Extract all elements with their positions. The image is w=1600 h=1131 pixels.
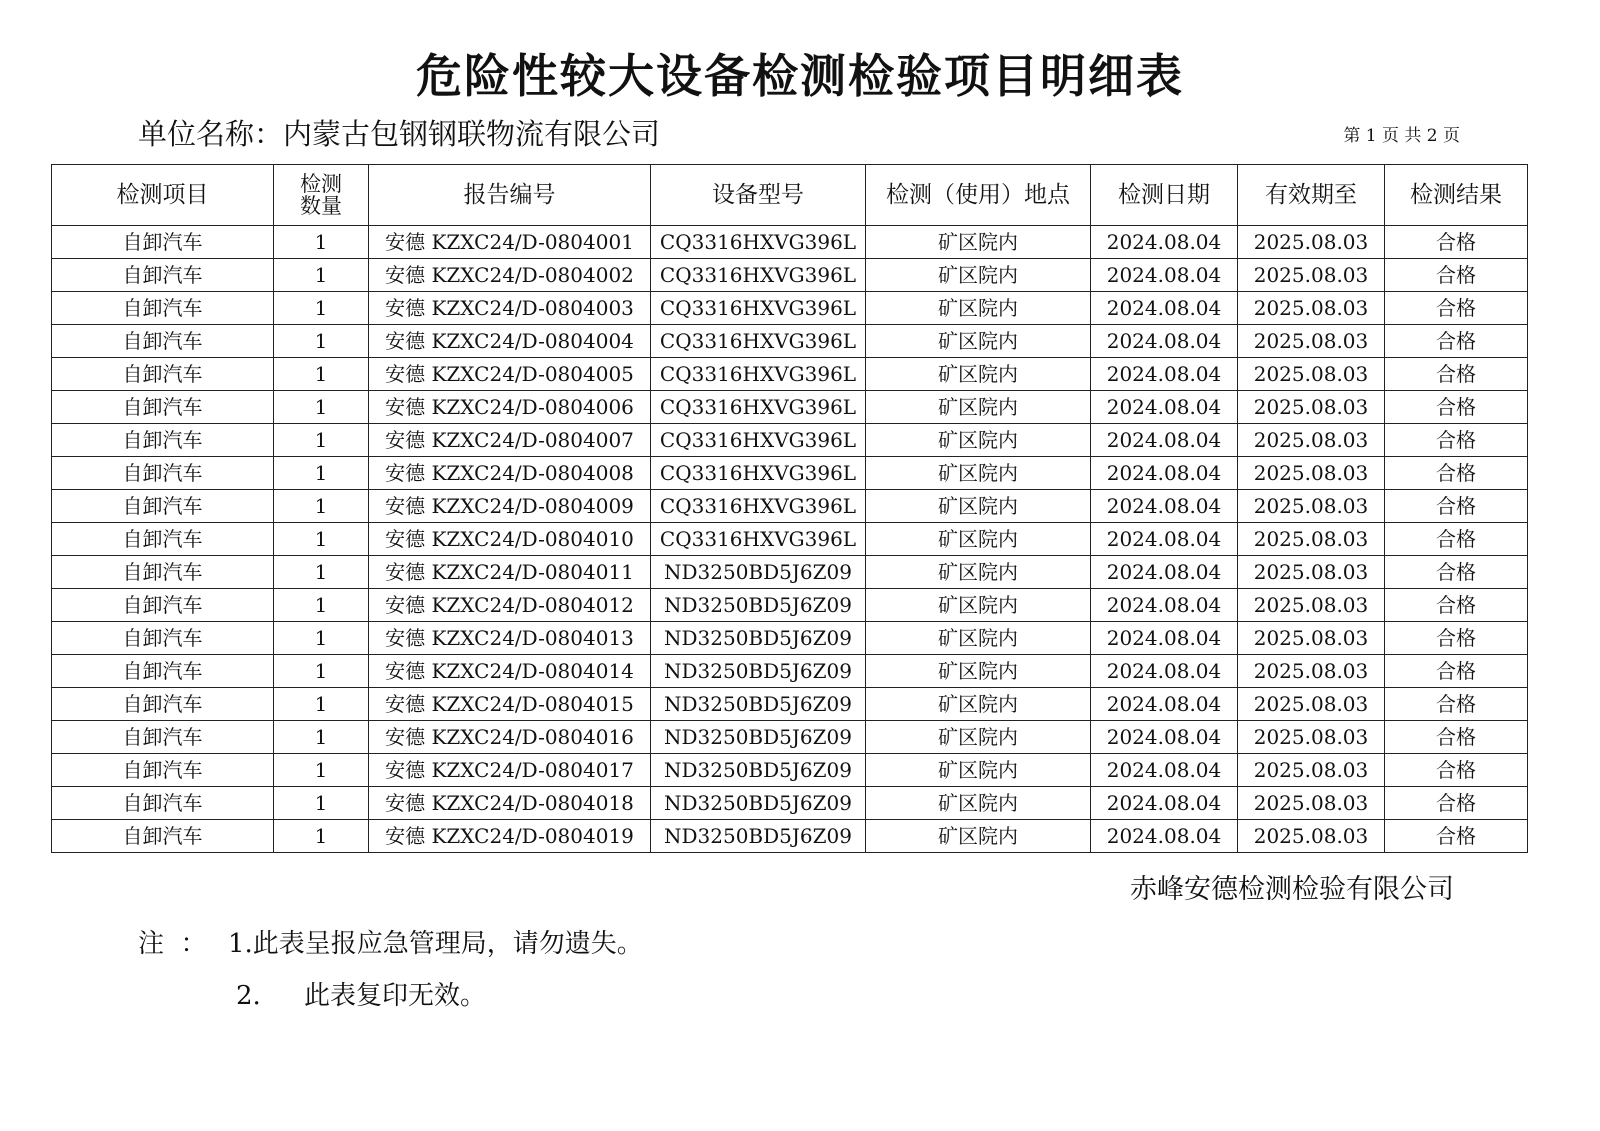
cell-item: 自卸汽车 xyxy=(52,490,274,523)
cell-item: 自卸汽车 xyxy=(52,325,274,358)
table-row xyxy=(52,556,1528,589)
cell-result: 合格 xyxy=(1385,523,1528,556)
table-row xyxy=(52,424,1528,457)
cell-location: 矿区院内 xyxy=(866,622,1091,655)
cell-valid-until: 2025.08.03 xyxy=(1238,589,1385,622)
cell-model: ND3250BD5J6Z09 xyxy=(651,655,866,688)
cell-quantity: 1 xyxy=(274,787,369,820)
header-quantity-line1: 检测 xyxy=(300,172,342,196)
cell-result: 合格 xyxy=(1385,589,1528,622)
cell-quantity: 1 xyxy=(274,754,369,787)
cell-test-date: 2024.08.04 xyxy=(1091,655,1238,688)
cell-valid-until: 2025.08.03 xyxy=(1238,556,1385,589)
cell-valid-until: 2025.08.03 xyxy=(1238,655,1385,688)
cell-test-date: 2024.08.04 xyxy=(1091,820,1238,853)
cell-result: 合格 xyxy=(1385,787,1528,820)
cell-location: 矿区院内 xyxy=(866,655,1091,688)
table-row xyxy=(52,391,1528,424)
table-row xyxy=(52,688,1528,721)
cell-result: 合格 xyxy=(1385,655,1528,688)
cell-location: 矿区院内 xyxy=(866,226,1091,259)
cell-result: 合格 xyxy=(1385,622,1528,655)
cell-report-no: 安德 KZXC24/D-0804010 xyxy=(369,523,651,556)
table-row xyxy=(52,622,1528,655)
cell-model: CQ3316HXVG396L xyxy=(651,325,866,358)
cell-location: 矿区院内 xyxy=(866,754,1091,787)
cell-test-date: 2024.08.04 xyxy=(1091,358,1238,391)
cell-item: 自卸汽车 xyxy=(52,523,274,556)
cell-model: CQ3316HXVG396L xyxy=(651,523,866,556)
cell-location: 矿区院内 xyxy=(866,721,1091,754)
cell-valid-until: 2025.08.03 xyxy=(1238,358,1385,391)
table-row xyxy=(52,523,1528,556)
header-quantity-line2: 数量 xyxy=(300,194,342,218)
note-1: 1.此表呈报应急管理局，请勿遗失。 xyxy=(228,929,643,959)
note-label: 注 ： xyxy=(138,929,207,959)
cell-report-no: 安德 KZXC24/D-0804018 xyxy=(369,787,651,820)
cell-report-no: 安德 KZXC24/D-0804003 xyxy=(369,292,651,325)
cell-location: 矿区院内 xyxy=(866,556,1091,589)
table-header-row xyxy=(52,165,1528,226)
cell-report-no: 安德 KZXC24/D-0804019 xyxy=(369,820,651,853)
cell-location: 矿区院内 xyxy=(866,457,1091,490)
cell-model: CQ3316HXVG396L xyxy=(651,259,866,292)
cell-valid-until: 2025.08.03 xyxy=(1238,523,1385,556)
cell-report-no: 安德 KZXC24/D-0804004 xyxy=(369,325,651,358)
cell-test-date: 2024.08.04 xyxy=(1091,523,1238,556)
cell-result: 合格 xyxy=(1385,457,1528,490)
table-row xyxy=(52,226,1528,259)
cell-test-date: 2024.08.04 xyxy=(1091,325,1238,358)
cell-valid-until: 2025.08.03 xyxy=(1238,622,1385,655)
cell-model: CQ3316HXVG396L xyxy=(651,226,866,259)
cell-location: 矿区院内 xyxy=(866,787,1091,820)
cell-quantity: 1 xyxy=(274,226,369,259)
page-indicator: 第 1 页 共 2 页 xyxy=(1343,126,1460,146)
cell-quantity: 1 xyxy=(274,721,369,754)
cell-quantity: 1 xyxy=(274,589,369,622)
table-row xyxy=(52,820,1528,853)
table-row xyxy=(52,490,1528,523)
note-2-number: 2. xyxy=(236,981,261,1011)
cell-model: CQ3316HXVG396L xyxy=(651,457,866,490)
cell-item: 自卸汽车 xyxy=(52,820,274,853)
cell-item: 自卸汽车 xyxy=(52,754,274,787)
header-quantity xyxy=(274,165,369,226)
cell-quantity: 1 xyxy=(274,424,369,457)
cell-quantity: 1 xyxy=(274,688,369,721)
cell-valid-until: 2025.08.03 xyxy=(1238,325,1385,358)
cell-report-no: 安德 KZXC24/D-0804001 xyxy=(369,226,651,259)
cell-item: 自卸汽车 xyxy=(52,655,274,688)
cell-report-no: 安德 KZXC24/D-0804009 xyxy=(369,490,651,523)
cell-valid-until: 2025.08.03 xyxy=(1238,820,1385,853)
cell-valid-until: 2025.08.03 xyxy=(1238,391,1385,424)
cell-valid-until: 2025.08.03 xyxy=(1238,490,1385,523)
cell-result: 合格 xyxy=(1385,226,1528,259)
header-model: 设备型号 xyxy=(651,165,866,226)
cell-location: 矿区院内 xyxy=(866,589,1091,622)
cell-quantity: 1 xyxy=(274,358,369,391)
cell-model: CQ3316HXVG396L xyxy=(651,490,866,523)
cell-location: 矿区院内 xyxy=(866,523,1091,556)
cell-item: 自卸汽车 xyxy=(52,391,274,424)
cell-item: 自卸汽车 xyxy=(52,457,274,490)
cell-item: 自卸汽车 xyxy=(52,721,274,754)
cell-report-no: 安德 KZXC24/D-0804011 xyxy=(369,556,651,589)
cell-model: ND3250BD5J6Z09 xyxy=(651,622,866,655)
cell-report-no: 安德 KZXC24/D-0804013 xyxy=(369,622,651,655)
cell-item: 自卸汽车 xyxy=(52,226,274,259)
issuer-company: 赤峰安德检测检验有限公司 xyxy=(1130,874,1454,905)
cell-result: 合格 xyxy=(1385,325,1528,358)
cell-location: 矿区院内 xyxy=(866,820,1091,853)
cell-location: 矿区院内 xyxy=(866,688,1091,721)
cell-valid-until: 2025.08.03 xyxy=(1238,424,1385,457)
cell-valid-until: 2025.08.03 xyxy=(1238,457,1385,490)
header-item: 检测项目 xyxy=(52,165,274,226)
cell-item: 自卸汽车 xyxy=(52,556,274,589)
cell-test-date: 2024.08.04 xyxy=(1091,292,1238,325)
cell-model: CQ3316HXVG396L xyxy=(651,292,866,325)
cell-model: ND3250BD5J6Z09 xyxy=(651,754,866,787)
cell-report-no: 安德 KZXC24/D-0804007 xyxy=(369,424,651,457)
cell-quantity: 1 xyxy=(274,556,369,589)
cell-quantity: 1 xyxy=(274,523,369,556)
cell-valid-until: 2025.08.03 xyxy=(1238,787,1385,820)
cell-item: 自卸汽车 xyxy=(52,424,274,457)
cell-result: 合格 xyxy=(1385,556,1528,589)
cell-model: ND3250BD5J6Z09 xyxy=(651,721,866,754)
cell-report-no: 安德 KZXC24/D-0804005 xyxy=(369,358,651,391)
cell-valid-until: 2025.08.03 xyxy=(1238,754,1385,787)
cell-result: 合格 xyxy=(1385,424,1528,457)
cell-test-date: 2024.08.04 xyxy=(1091,259,1238,292)
cell-location: 矿区院内 xyxy=(866,490,1091,523)
cell-test-date: 2024.08.04 xyxy=(1091,490,1238,523)
table-row xyxy=(52,589,1528,622)
cell-result: 合格 xyxy=(1385,490,1528,523)
cell-item: 自卸汽车 xyxy=(52,259,274,292)
cell-report-no: 安德 KZXC24/D-0804008 xyxy=(369,457,651,490)
cell-report-no: 安德 KZXC24/D-0804002 xyxy=(369,259,651,292)
table-row xyxy=(52,292,1528,325)
cell-test-date: 2024.08.04 xyxy=(1091,424,1238,457)
cell-item: 自卸汽车 xyxy=(52,787,274,820)
cell-location: 矿区院内 xyxy=(866,259,1091,292)
cell-report-no: 安德 KZXC24/D-0804012 xyxy=(369,589,651,622)
cell-model: CQ3316HXVG396L xyxy=(651,358,866,391)
cell-test-date: 2024.08.04 xyxy=(1091,787,1238,820)
cell-report-no: 安德 KZXC24/D-0804017 xyxy=(369,754,651,787)
cell-valid-until: 2025.08.03 xyxy=(1238,292,1385,325)
cell-valid-until: 2025.08.03 xyxy=(1238,259,1385,292)
header-result: 检测结果 xyxy=(1385,165,1528,226)
table-row xyxy=(52,259,1528,292)
cell-quantity: 1 xyxy=(274,325,369,358)
cell-test-date: 2024.08.04 xyxy=(1091,721,1238,754)
cell-item: 自卸汽车 xyxy=(52,688,274,721)
cell-quantity: 1 xyxy=(274,820,369,853)
cell-valid-until: 2025.08.03 xyxy=(1238,226,1385,259)
cell-quantity: 1 xyxy=(274,622,369,655)
table-row xyxy=(52,721,1528,754)
cell-test-date: 2024.08.04 xyxy=(1091,688,1238,721)
cell-result: 合格 xyxy=(1385,721,1528,754)
cell-location: 矿区院内 xyxy=(866,391,1091,424)
cell-quantity: 1 xyxy=(274,457,369,490)
cell-model: ND3250BD5J6Z09 xyxy=(651,787,866,820)
header-test-date: 检测日期 xyxy=(1091,165,1238,226)
cell-item: 自卸汽车 xyxy=(52,589,274,622)
cell-item: 自卸汽车 xyxy=(52,358,274,391)
cell-test-date: 2024.08.04 xyxy=(1091,556,1238,589)
cell-item: 自卸汽车 xyxy=(52,292,274,325)
header-valid-until: 有效期至 xyxy=(1238,165,1385,226)
table-row xyxy=(52,754,1528,787)
table-row xyxy=(52,655,1528,688)
cell-model: ND3250BD5J6Z09 xyxy=(651,589,866,622)
cell-model: ND3250BD5J6Z09 xyxy=(651,820,866,853)
cell-test-date: 2024.08.04 xyxy=(1091,391,1238,424)
cell-location: 矿区院内 xyxy=(866,424,1091,457)
cell-result: 合格 xyxy=(1385,820,1528,853)
header-report-no: 报告编号 xyxy=(369,165,651,226)
cell-result: 合格 xyxy=(1385,688,1528,721)
cell-test-date: 2024.08.04 xyxy=(1091,754,1238,787)
cell-location: 矿区院内 xyxy=(866,292,1091,325)
cell-result: 合格 xyxy=(1385,292,1528,325)
cell-model: CQ3316HXVG396L xyxy=(651,424,866,457)
cell-quantity: 1 xyxy=(274,259,369,292)
cell-result: 合格 xyxy=(1385,259,1528,292)
cell-model: CQ3316HXVG396L xyxy=(651,391,866,424)
cell-test-date: 2024.08.04 xyxy=(1091,622,1238,655)
note-2-text: 此表复印无效。 xyxy=(304,981,487,1011)
table-row xyxy=(52,358,1528,391)
inspection-table xyxy=(51,164,1528,853)
cell-quantity: 1 xyxy=(274,655,369,688)
cell-result: 合格 xyxy=(1385,358,1528,391)
unit-name: 单位名称：内蒙古包钢钢联物流有限公司 xyxy=(138,117,661,151)
cell-report-no: 安德 KZXC24/D-0804006 xyxy=(369,391,651,424)
cell-location: 矿区院内 xyxy=(866,358,1091,391)
cell-quantity: 1 xyxy=(274,391,369,424)
cell-item: 自卸汽车 xyxy=(52,622,274,655)
table-row xyxy=(52,325,1528,358)
cell-location: 矿区院内 xyxy=(866,325,1091,358)
cell-report-no: 安德 KZXC24/D-0804015 xyxy=(369,688,651,721)
cell-test-date: 2024.08.04 xyxy=(1091,457,1238,490)
table-row xyxy=(52,787,1528,820)
cell-model: ND3250BD5J6Z09 xyxy=(651,688,866,721)
cell-test-date: 2024.08.04 xyxy=(1091,589,1238,622)
cell-test-date: 2024.08.04 xyxy=(1091,226,1238,259)
table-row xyxy=(52,457,1528,490)
cell-model: ND3250BD5J6Z09 xyxy=(651,556,866,589)
cell-report-no: 安德 KZXC24/D-0804014 xyxy=(369,655,651,688)
cell-valid-until: 2025.08.03 xyxy=(1238,721,1385,754)
cell-report-no: 安德 KZXC24/D-0804016 xyxy=(369,721,651,754)
cell-result: 合格 xyxy=(1385,754,1528,787)
document-title: 危险性较大设备检测检验项目明细表 xyxy=(416,49,1184,103)
cell-valid-until: 2025.08.03 xyxy=(1238,688,1385,721)
cell-quantity: 1 xyxy=(274,490,369,523)
cell-quantity: 1 xyxy=(274,292,369,325)
cell-result: 合格 xyxy=(1385,391,1528,424)
header-location: 检测（使用）地点 xyxy=(866,165,1091,226)
